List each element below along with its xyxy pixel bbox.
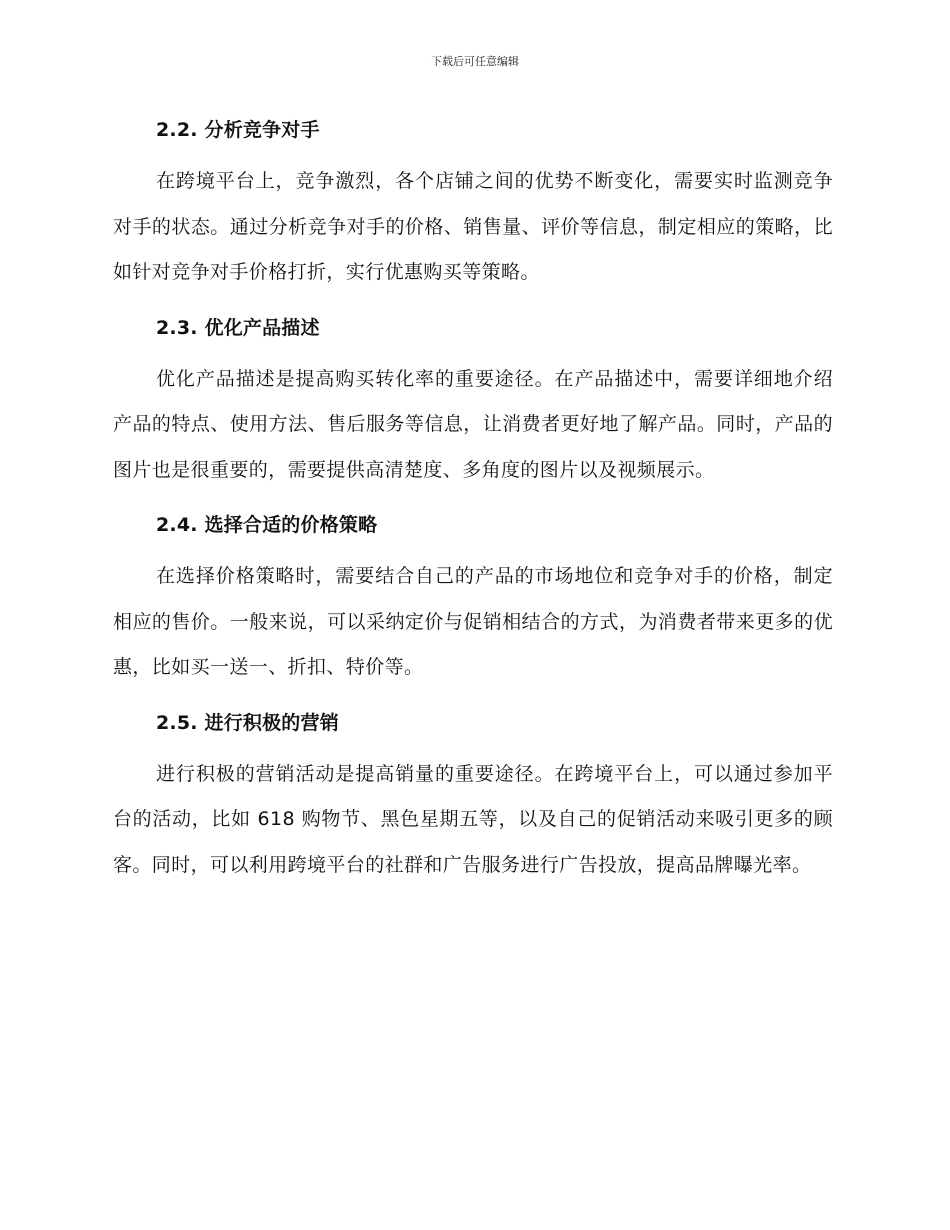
section-heading: 2.2. 分析竞争对手 <box>156 119 320 141</box>
section-analyze-competitors <box>113 110 833 296</box>
section-optimize-description <box>113 308 833 494</box>
section-paragraph: 在选择价格策略时，需要结合自己的产品的市场地位和竞争对手的价格，制定相应的售价。一般来说，可以采纳定价与促销相结合的方式，为消费者带来更多的优惠，比如买一送一、折扣、特价等。 <box>113 565 833 678</box>
section-heading: 2.5. 进行积极的营销 <box>156 711 339 734</box>
page-header: 下载后可任意编辑 <box>431 55 519 68</box>
section-paragraph: 在跨境平台上，竞争激烈，各个店铺之间的优势不断变化，需要实时监测竞争对手的状态。通过分析竞争对手的价格、销售量、评价等信息，制定相应的策略，比如针对竞争对手价格打折，实行优惠购买等策略。 <box>113 170 833 283</box>
section-paragraph: 优化产品描述是提高购买转化率的重要途径。在产品描述中，需要详细地介绍产品的特点、使用方法、售后服务等信息，让消费者更好地了解产品。同时，产品的图片也是很重要的，需要提供高清楚度、多角度的图片以及视频展示。 <box>113 367 833 481</box>
section-pricing-strategy <box>113 505 833 691</box>
document-body <box>113 110 833 900</box>
section-heading: 2.3. 优化产品描述 <box>156 316 320 339</box>
section-active-marketing <box>113 703 833 889</box>
section-paragraph: 进行积极的营销活动是提高销量的重要途径。在跨境平台上，可以通过参加平台的活动，比如 618 购物节、黑色星期五等，以及自己的促销活动来吸引更多的顾客。同时，可以利用跨境平台的社群和广告服务进行广告投放，提高品牌曝光率。 <box>113 762 833 876</box>
section-heading: 2.4. 选择合适的价格策略 <box>156 514 378 536</box>
